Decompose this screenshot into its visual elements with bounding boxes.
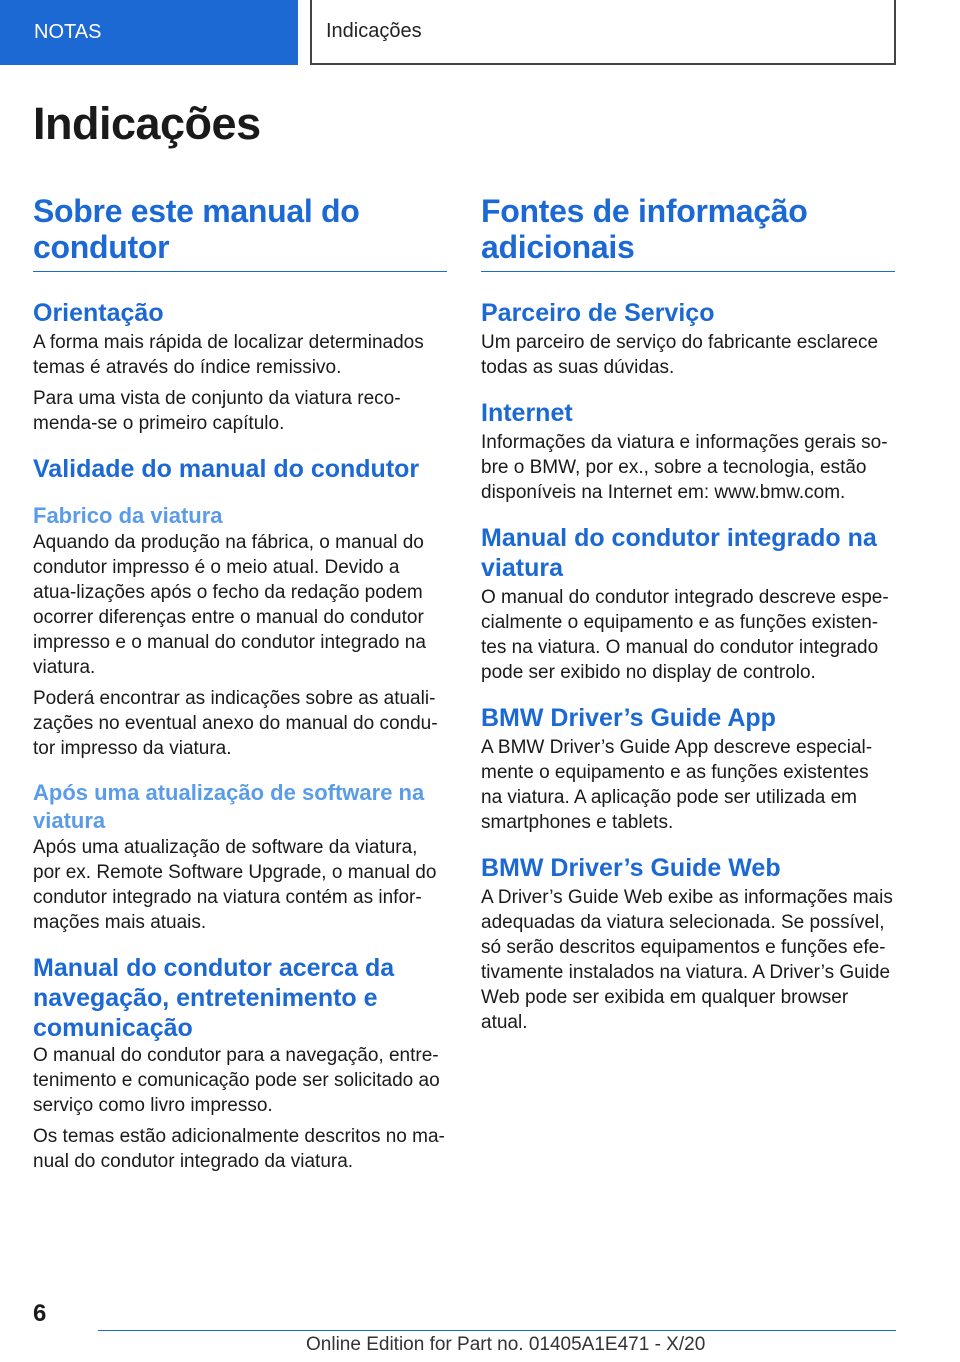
footer-divider [98, 1330, 896, 1331]
heading-atualizacao: Após uma atualização de software na viatura [33, 780, 425, 833]
header-section-label: Indicações [326, 20, 422, 42]
paragraph: Aquando da produção na fábrica, o manual do condutor impresso é o meio atual. Devido a atua-lizações após o fecho da redação podem ocorrer diferenças entre o manual do condutor impresso e o manual do condutor integrado na viatura. [33, 532, 426, 678]
heading-parceiro: Parceiro de Serviço [481, 299, 715, 327]
heading-sobre-manual: Sobre este manual do condutor [33, 193, 447, 272]
heading-internet: Internet [481, 399, 573, 427]
paragraph: A BMW Driver’s Guide App descreve especial-mente o equipamento e as funções existentes na viatura. A aplicação pode ser utilizada em smartphones e tablets. [481, 737, 873, 833]
left-column [33, 193, 447, 1174]
paragraph: Para uma vista de conjunto da viatura reco-menda-se o primeiro capítulo. [33, 388, 401, 434]
paragraph: Um parceiro de serviço do fabricante esclarece todas as suas dúvidas. [481, 332, 879, 378]
header-tab-notas [0, 0, 298, 65]
page-number: 6 [33, 1300, 47, 1327]
paragraph: Informações da viatura e informações gerais so-bre o BMW, por ex., sobre a tecnologia, estão disponíveis na Internet em: www.bmw.com. [481, 432, 888, 503]
heading-web: BMW Driver’s Guide Web [481, 854, 781, 882]
paragraph: Poderá encontrar as indicações sobre as atuali-zações no eventual anexo do manual do condu-tor impresso da viatura. [33, 688, 438, 759]
paragraph: O manual do condutor para a navegação, entre-tenimento e comunicação pode ser solicitado ao serviço como livro impresso. [33, 1045, 440, 1116]
heading-fabrico: Fabrico da viatura [33, 503, 223, 528]
paragraph: A Driver’s Guide Web exibe as informações mais adequadas da viatura selecionada. Se possível, só serão descritos equipamentos e funções efe-tivamente instalados na viatura. A Driver’s Guide Web pode ser exibida em qualquer browser atual. [481, 887, 893, 1033]
heading-fontes-informacao: Fontes de informação adicionais [481, 193, 895, 272]
paragraph: A forma mais rápida de localizar determinados temas é através do índice remissivo. [33, 332, 424, 378]
header-tab-label: NOTAS [34, 21, 102, 43]
footer-edition-text: Online Edition for Part no. 01405A1E471 - X/20 [306, 1334, 706, 1355]
heading-navegacao: Manual do condutor acerca da navegação, entretenimento e comunicação [33, 954, 395, 1042]
page-title: Indicações [33, 98, 261, 149]
right-column [481, 193, 895, 1035]
heading-validade: Validade do manual do condutor [33, 455, 420, 483]
paragraph: O manual do condutor integrado descreve espe-cialmente o equipamento e as funções existen-tes na viatura. O manual do condutor integrado pode ser exibido no display de controlo. [481, 587, 889, 683]
paragraph: Os temas estão adicionalmente descritos no ma-nual do condutor integrado da viatura. [33, 1126, 445, 1172]
heading-orientacao: Orientação [33, 299, 164, 327]
heading-app: BMW Driver’s Guide App [481, 704, 776, 732]
paragraph: Após uma atualização de software da viatura, por ex. Remote Software Upgrade, o manual do condutor integrado na viatura contém as infor-mações mais atuais. [33, 837, 437, 933]
heading-integrado: Manual do condutor integrado na viatura [481, 524, 877, 582]
header-section [310, 0, 896, 65]
